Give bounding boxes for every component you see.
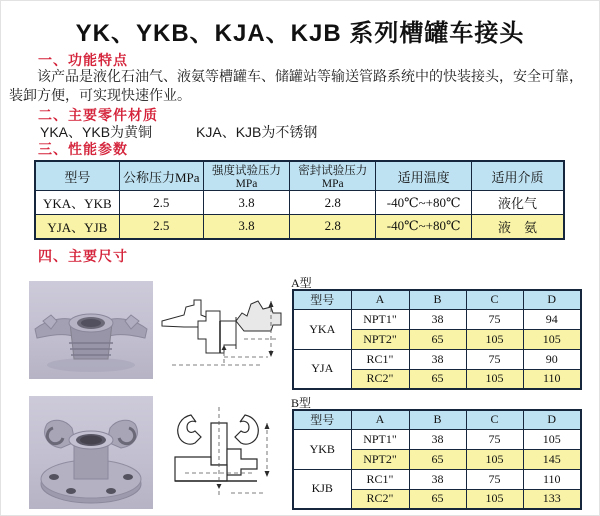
dim-header-b: B [409, 290, 466, 309]
dim-header-model: 型号 [293, 410, 351, 429]
section-heading-features: 一、功能特点 [38, 52, 128, 68]
dim-cell: 38 [409, 429, 466, 449]
performance-row-yja [35, 215, 564, 239]
type-b-section-drawing [161, 401, 279, 503]
dim-a-header-row [293, 290, 581, 309]
dim-cell: RC1" [351, 349, 409, 369]
perf-header-model: 型号 [35, 161, 119, 191]
material-stainless-text: KJA、KJB为不锈钢 [196, 124, 318, 140]
perf-cell: 3.8 [203, 191, 289, 215]
perf-header-nominal: 公称压力MPa [119, 161, 203, 191]
dim-header-a: A [351, 290, 409, 309]
perf-cell: 液 氨 [471, 215, 564, 239]
dim-cell: NPT2" [351, 449, 409, 469]
dim-cell: RC2" [351, 489, 409, 509]
dim-cell: NPT1" [351, 429, 409, 449]
dim-cell: 110 [523, 469, 581, 489]
dim-cell: 65 [409, 329, 466, 349]
perf-cell: -40℃~+80℃ [376, 191, 472, 215]
dim-cell: 105 [523, 329, 581, 349]
dim-cell: 75 [466, 349, 523, 369]
coupling-photo-type-a [29, 281, 153, 379]
dim-cell: 75 [466, 469, 523, 489]
coupling-drawing-type-a [158, 287, 282, 373]
perf-cell: YJA、YJB [35, 215, 119, 239]
perf-cell: 2.8 [290, 191, 376, 215]
dim-cell: RC2" [351, 369, 409, 389]
dim-header-c: C [466, 290, 523, 309]
performance-row-yka [35, 191, 564, 215]
dim-cell: 38 [409, 309, 466, 329]
perf-cell: 2.5 [119, 191, 203, 215]
dim-model-cell: YJA [293, 349, 351, 389]
perf-cell: 3.8 [203, 215, 289, 239]
dim-cell: 38 [409, 349, 466, 369]
dim-row [293, 429, 581, 449]
dim-header-c: C [466, 410, 523, 429]
type-a-section-drawing [158, 287, 282, 373]
dim-row [293, 309, 581, 329]
perf-header-medium: 适用介质 [471, 161, 564, 191]
dim-cell: 65 [409, 369, 466, 389]
dim-header-model: 型号 [293, 290, 351, 309]
dim-row [293, 349, 581, 369]
perf-header-strength: 强度试验压力MPa [203, 161, 289, 191]
dim-cell: 65 [409, 489, 466, 509]
material-brass-text: YKA、YKB为黄铜 [40, 124, 153, 140]
dim-header-d: D [523, 290, 581, 309]
section-heading-materials: 二、主要零件材质 [38, 107, 158, 123]
perf-header-seal: 密封试验压力MPa [290, 161, 376, 191]
dim-table-a-label: A型 [291, 276, 312, 290]
wing-coupling-image [29, 281, 153, 379]
perf-cell: YKA、YKB [35, 191, 119, 215]
performance-table [34, 160, 565, 240]
coupling-drawing-type-b [161, 401, 279, 503]
dim-cell: 110 [523, 369, 581, 389]
dim-cell: 90 [523, 349, 581, 369]
dim-model-cell: YKB [293, 429, 351, 469]
dimension-table-b [292, 409, 582, 510]
dim-cell: 65 [409, 449, 466, 469]
dim-header-d: D [523, 410, 581, 429]
dim-cell: 75 [466, 429, 523, 449]
perf-cell: 2.5 [119, 215, 203, 239]
perf-cell: -40℃~+80℃ [376, 215, 472, 239]
dim-cell: 38 [409, 469, 466, 489]
perf-header-temp: 适用温度 [376, 161, 472, 191]
dimension-table-a [292, 289, 582, 390]
performance-header-row [35, 161, 564, 191]
dim-cell: 145 [523, 449, 581, 469]
perf-cell: 2.8 [290, 215, 376, 239]
dim-cell: RC1" [351, 469, 409, 489]
dim-cell: 133 [523, 489, 581, 509]
dim-cell: 105 [466, 329, 523, 349]
dim-cell: 105 [466, 449, 523, 469]
dim-cell: 105 [466, 369, 523, 389]
features-paragraph: 该产品是液化石油气、液氨等槽罐车、储罐站等输送管路系统中的快装接头，安全可靠，装卸方便，可实现快速作业。 [9, 68, 583, 103]
section-heading-dimensions: 四、主要尺寸 [38, 248, 128, 264]
dim-cell: 94 [523, 309, 581, 329]
dim-b-header-row [293, 410, 581, 429]
flanged-coupling-image [29, 396, 153, 509]
dim-cell: NPT2" [351, 329, 409, 349]
dim-table-b-label: B型 [291, 396, 312, 410]
section-heading-performance: 三、性能参数 [38, 141, 128, 157]
dim-cell: 75 [466, 309, 523, 329]
dim-cell: NPT1" [351, 309, 409, 329]
dim-header-b: B [409, 410, 466, 429]
dim-cell: 105 [523, 429, 581, 449]
coupling-photo-type-b [29, 396, 153, 509]
dim-row [293, 469, 581, 489]
perf-cell: 液化气 [471, 191, 564, 215]
dim-model-cell: KJB [293, 469, 351, 509]
dim-cell: 105 [466, 489, 523, 509]
dim-header-a: A [351, 410, 409, 429]
dim-model-cell: YKA [293, 309, 351, 349]
page-title: YK、YKB、KJA、KJB 系列槽罐车接头 [75, 20, 525, 47]
